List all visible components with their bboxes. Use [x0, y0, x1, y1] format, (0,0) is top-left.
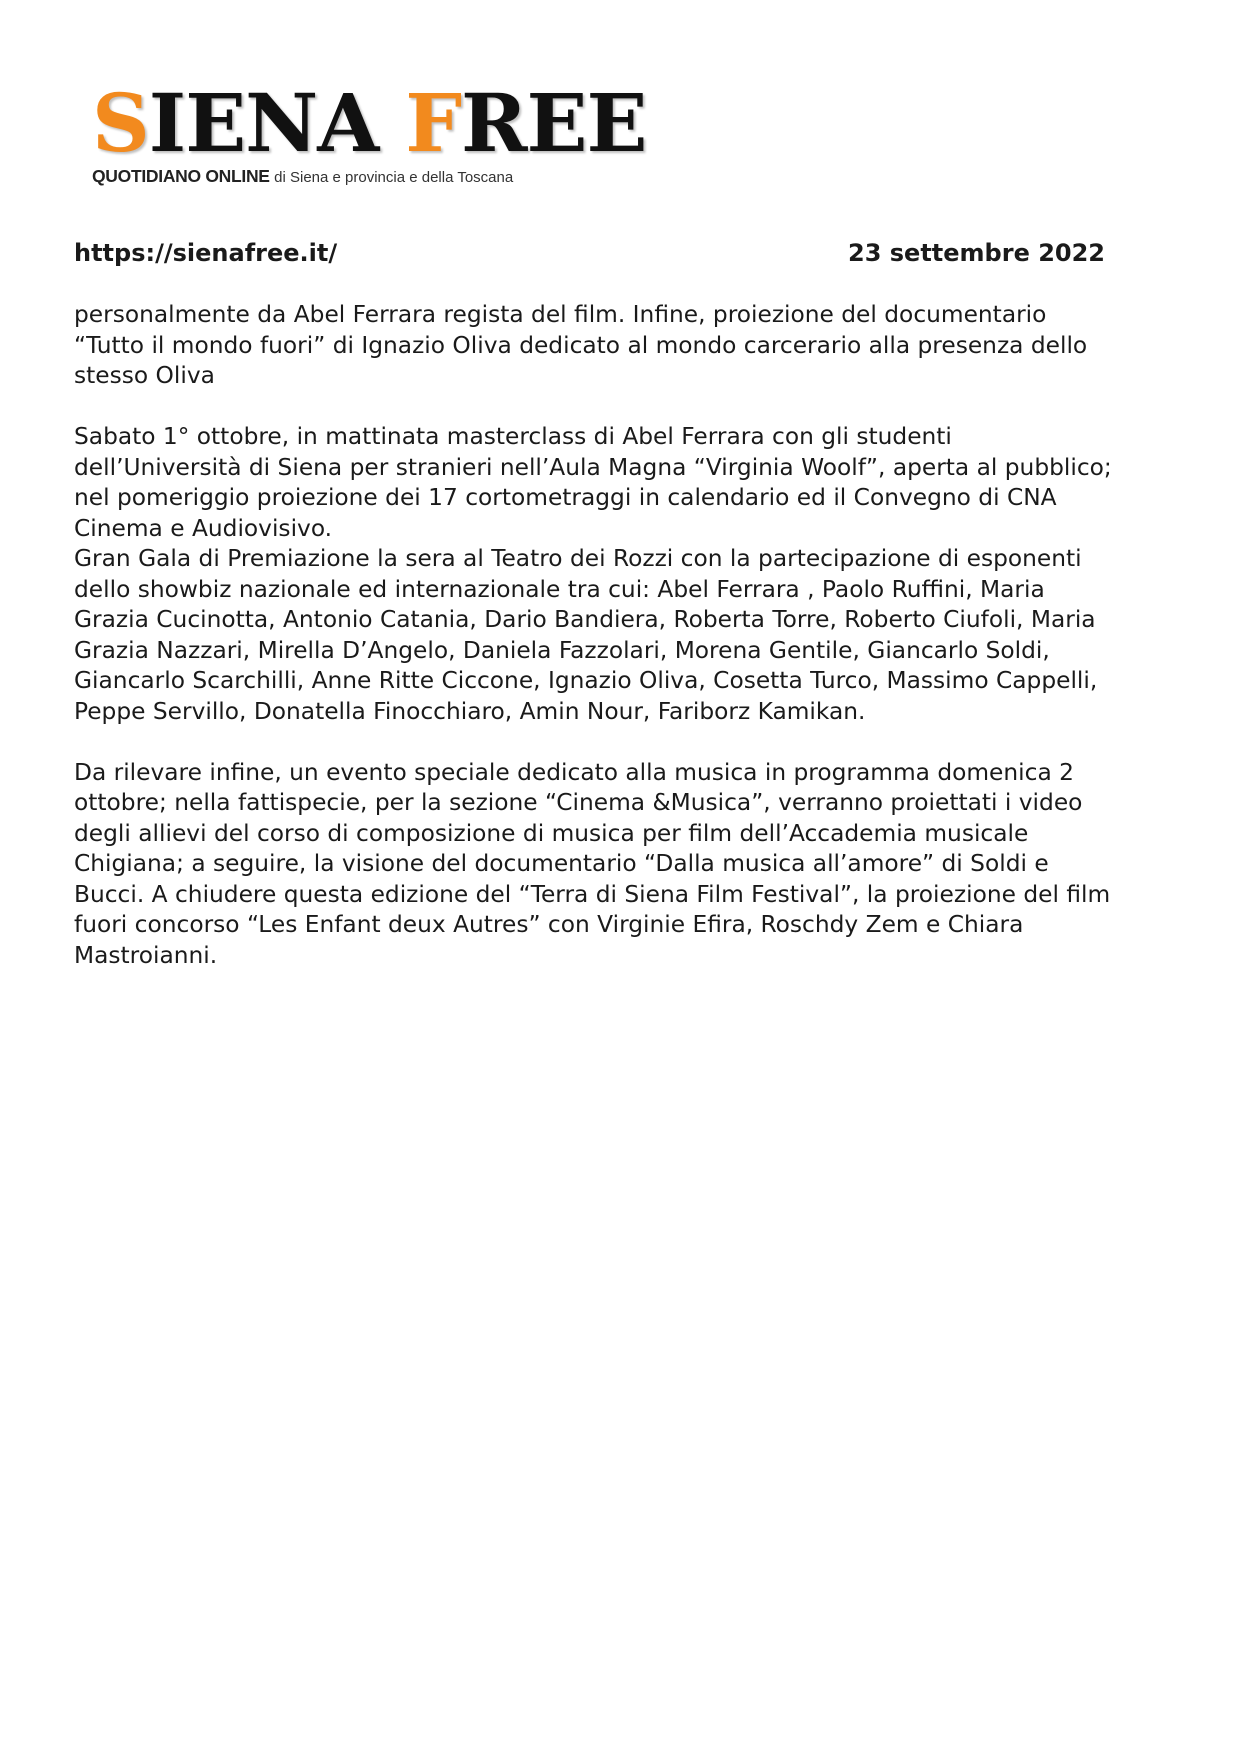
paragraph-gap [74, 392, 1114, 423]
logo-word-iena: IENA [148, 76, 406, 170]
article-body [74, 300, 1114, 971]
paragraph-1: personalmente da Abel Ferrara regista del film. Infine, proiezione del documentario “Tutto il mondo fuori” di Ignazio Oliva dedicato al mondo carcerario alla presenza dello stesso Oliva [74, 301, 1088, 389]
logo-word-ree: REE [461, 76, 647, 170]
sienafree-logo [92, 76, 647, 187]
paragraph-4: Da rilevare infine, un evento speciale dedicato alla musica in programma domenica 2 ottobre; nella fattispecie, per la sezione “Cinema &Musica”, verranno proiettati i video degli allievi del corso di composizione di musica per film dell’Accademia musicale Chigiana; a seguire, la visione del documentario “Dalla musica all’amore” di Soldi e Bucci. A chiudere questa edizione del “Terra di Siena Film Festival”, la proiezione del film fuori concorso “Les Enfant deux Autres” con Virginie Efira, Roschdy Zem e Chiara Mastroianni. [74, 758, 1111, 969]
paragraph-2: Sabato 1° ottobre, in mattinata masterclass di Abel Ferrara con gli studenti dell’Università di Siena per stranieri nell’Aula Magna “Virginia Woolf”, aperta al pubblico; nel pomeriggio proiezione dei 17 cortometraggi in calendario ed il Convegno di CNA Cinema e Audiovisivo. [74, 423, 1112, 542]
header-meta [74, 238, 1105, 268]
logo-tagline-strong: QUOTIDIANO ONLINE [92, 166, 270, 186]
logo-tagline-rest: di Siena e provincia e della Toscana [274, 169, 514, 186]
logo-letter-s: S [92, 76, 149, 170]
source-url: https://sienafree.it/ [74, 239, 338, 267]
paragraph-3: Gran Gala di Premiazione la sera al Teatro dei Rozzi con la partecipazione di esponenti dello showbiz nazionale ed internazionale tra cui: Abel Ferrara , Paolo Ruffini, Maria Grazia Cucinotta, Antonio Catania, Dario Bandiera, Roberta Torre, Roberto Ciufoli, Maria Grazia Nazzari, Mirella D’Angelo, Daniela Fazzolari, Morena Gentile, Giancarlo Soldi, Giancarlo Scarchilli, Anne Ritte Ciccone, Ignazio Oliva, Cosetta Turco, Massimo Cappelli, Peppe Servillo, Donatella Finocchiaro, Amin Nour, Fariborz Kamikan. [74, 545, 1098, 725]
paragraph-gap [74, 727, 1114, 758]
logo-letter-f: F [405, 76, 462, 170]
logo-title [92, 76, 647, 170]
publication-date: 23 settembre 2022 [848, 239, 1105, 267]
